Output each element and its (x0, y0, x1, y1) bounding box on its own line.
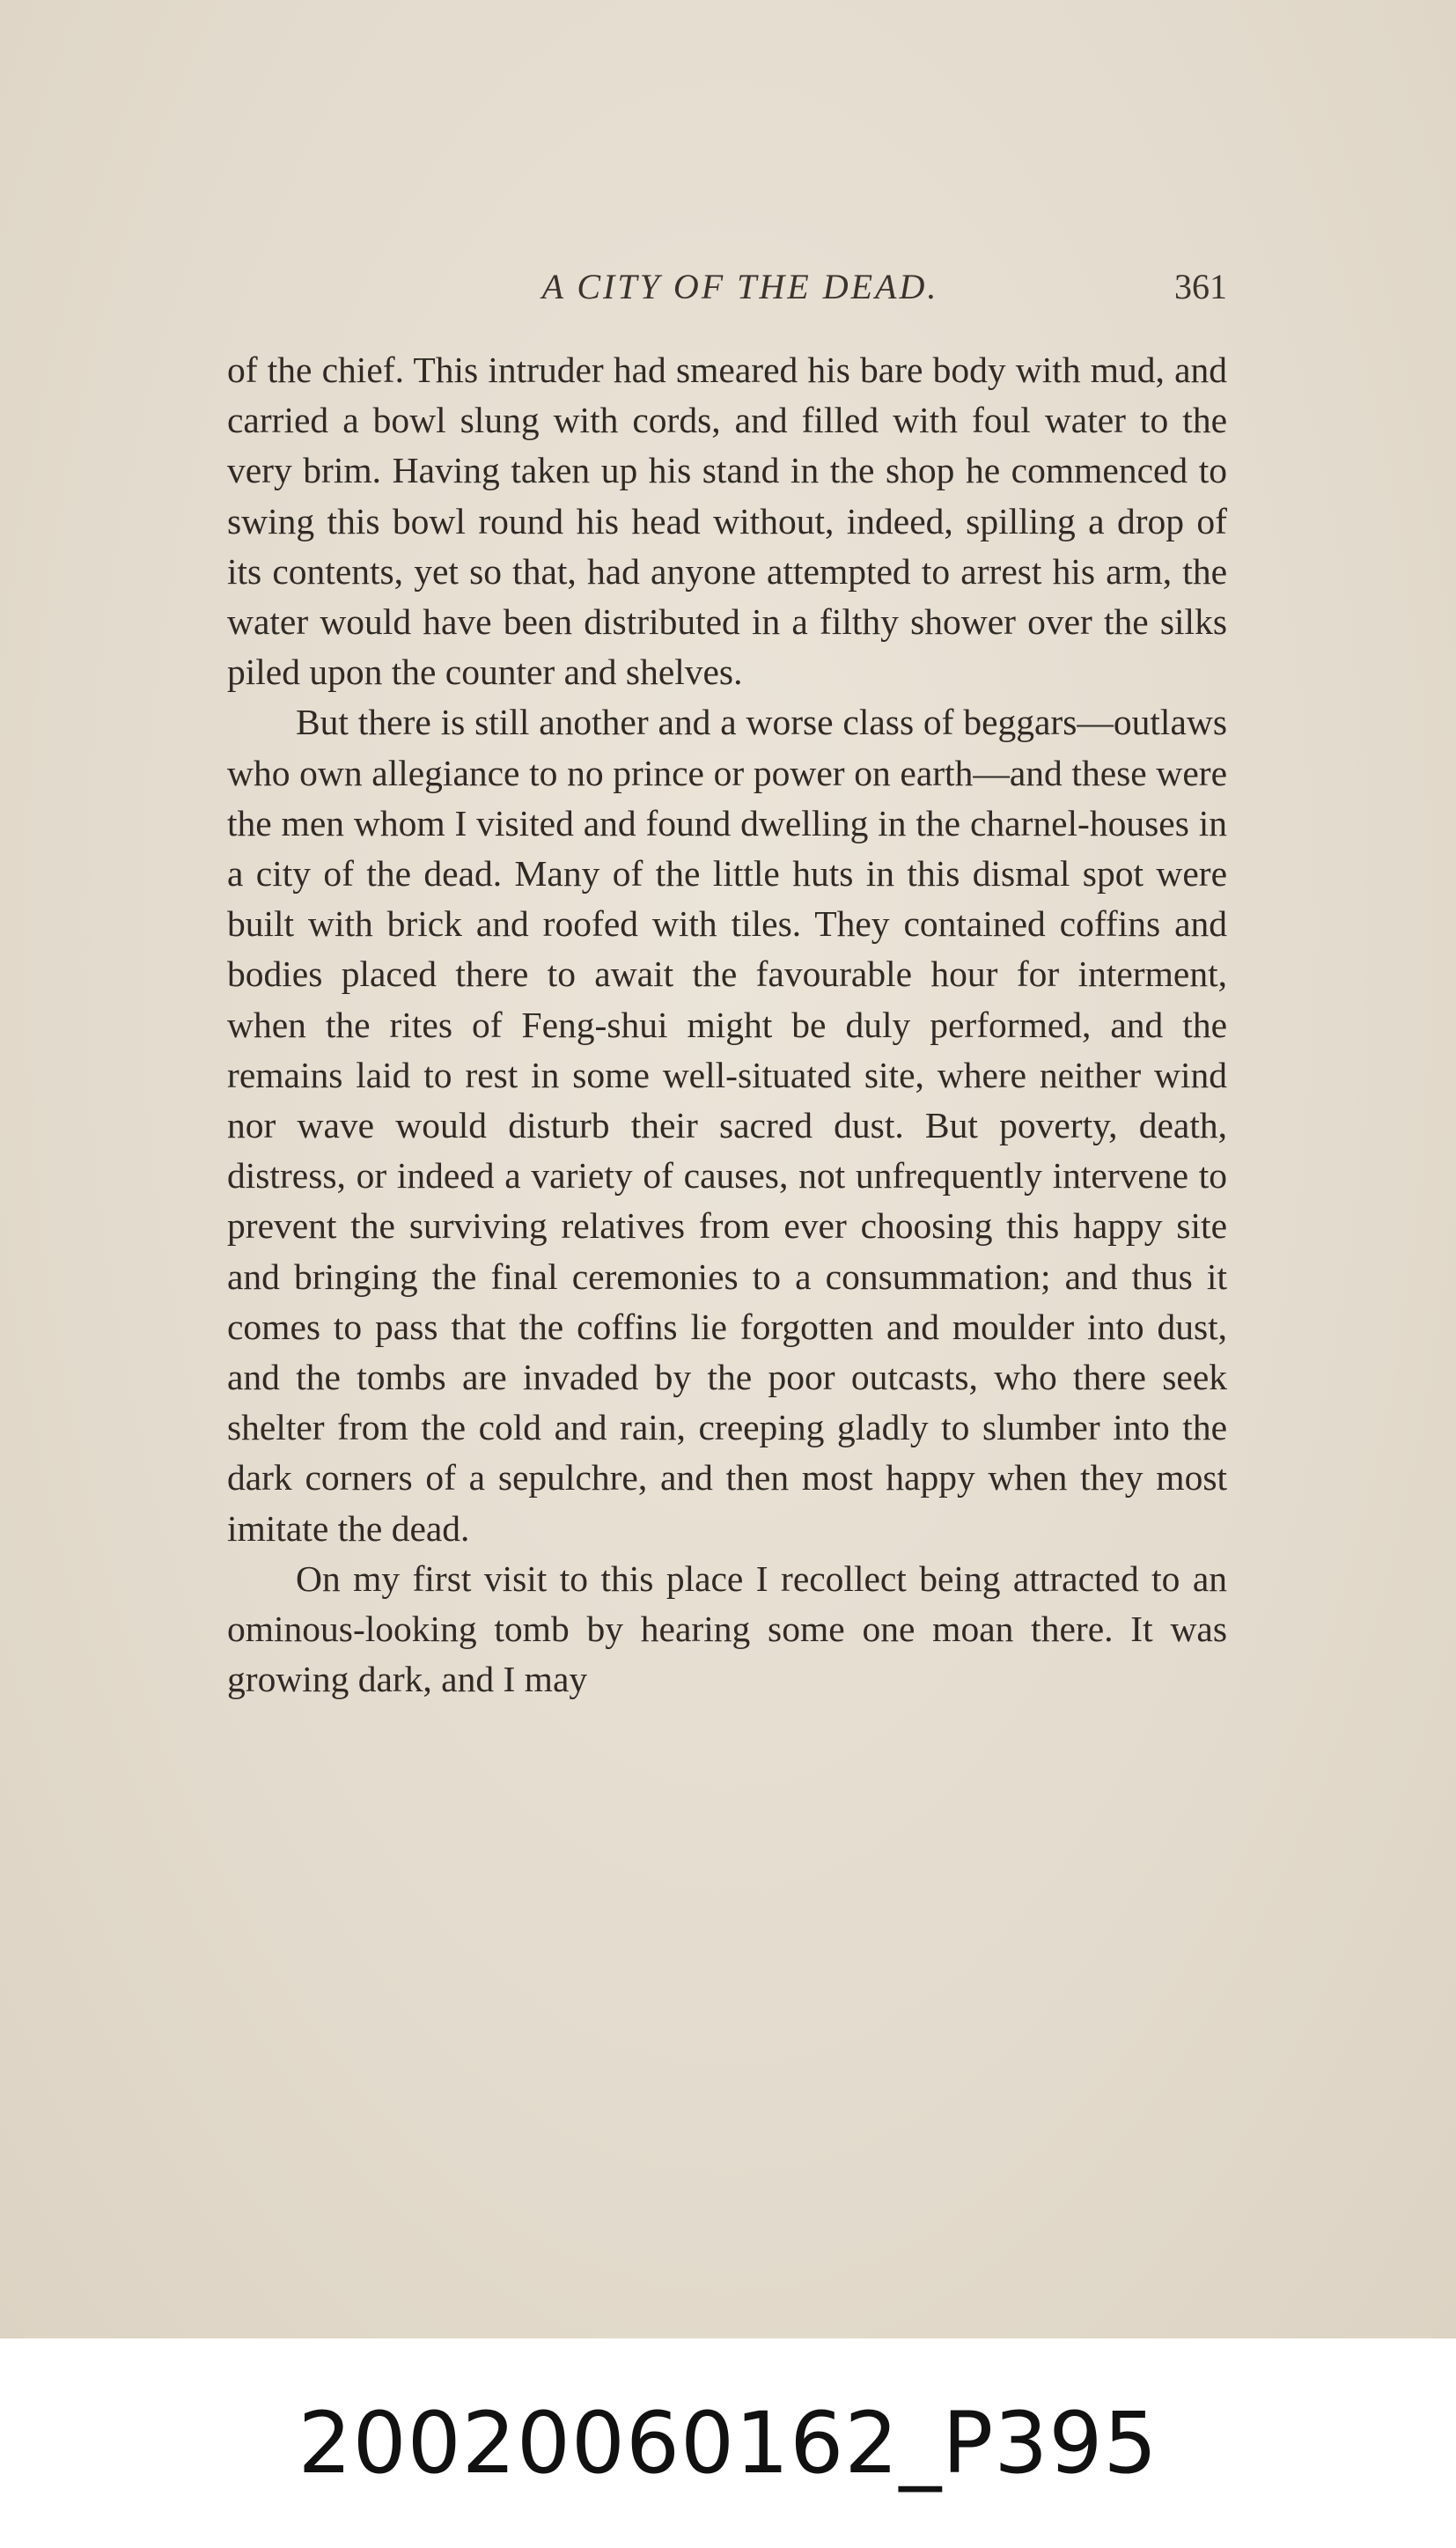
scan-identifier: 20020060162_P395 (298, 2394, 1158, 2493)
paragraph: On my first visit to this place I recollect being attracted to an ominous-looking tomb by hearing some one moan there. It was growing dark, and I may (227, 1558, 1227, 1700)
page-header (227, 266, 1227, 319)
body-text (227, 345, 1227, 1705)
paragraph: But there is still another and a worse class of beggars—outlaws who own allegiance to no prince or power on earth—and these were the men whom I visited and found dwelling in the charnel-houses in a city of the dead. Many of the little huts in this dismal spot were built with brick and roofed with tiles. They contained coffins and bodies placed there to await the favourable hour for interment, when the rites of Feng-shui might be duly performed, and the remains laid to rest in some well-situated site, where neither wind nor wave would disturb their sacred dust. But poverty, death, distress, or indeed a variety of causes, not unfrequently intervene to prevent the surviving relatives from ever choosing this happy site and bringing the final ceremonies to a consummation; and thus it comes to pass that the coffins lie forgotten and moulder into dust, and the tombs are invaded by the poor outcasts, who there seek shelter from the cold and rain, creeping gladly to slumber into the dark corners of a sepulchre, and then most happy when they most imitate the dead. (227, 702, 1227, 1549)
page-number: 361 (1174, 267, 1227, 306)
running-head: A CITY OF THE DEAD. (541, 267, 939, 306)
paragraph: of the chief. This intruder had smeared his bare body with mud, and carried a bowl slung with cords, and filled with foul water to the very brim. Having taken up his stand in the shop he commenced to swing this bowl round his head without, indeed, spilling a drop of its contents, yet so that, had anyone attempted to arrest his arm, the water would have been distributed in a filthy shower over the silks piled upon the counter and shelves. (227, 350, 1227, 693)
